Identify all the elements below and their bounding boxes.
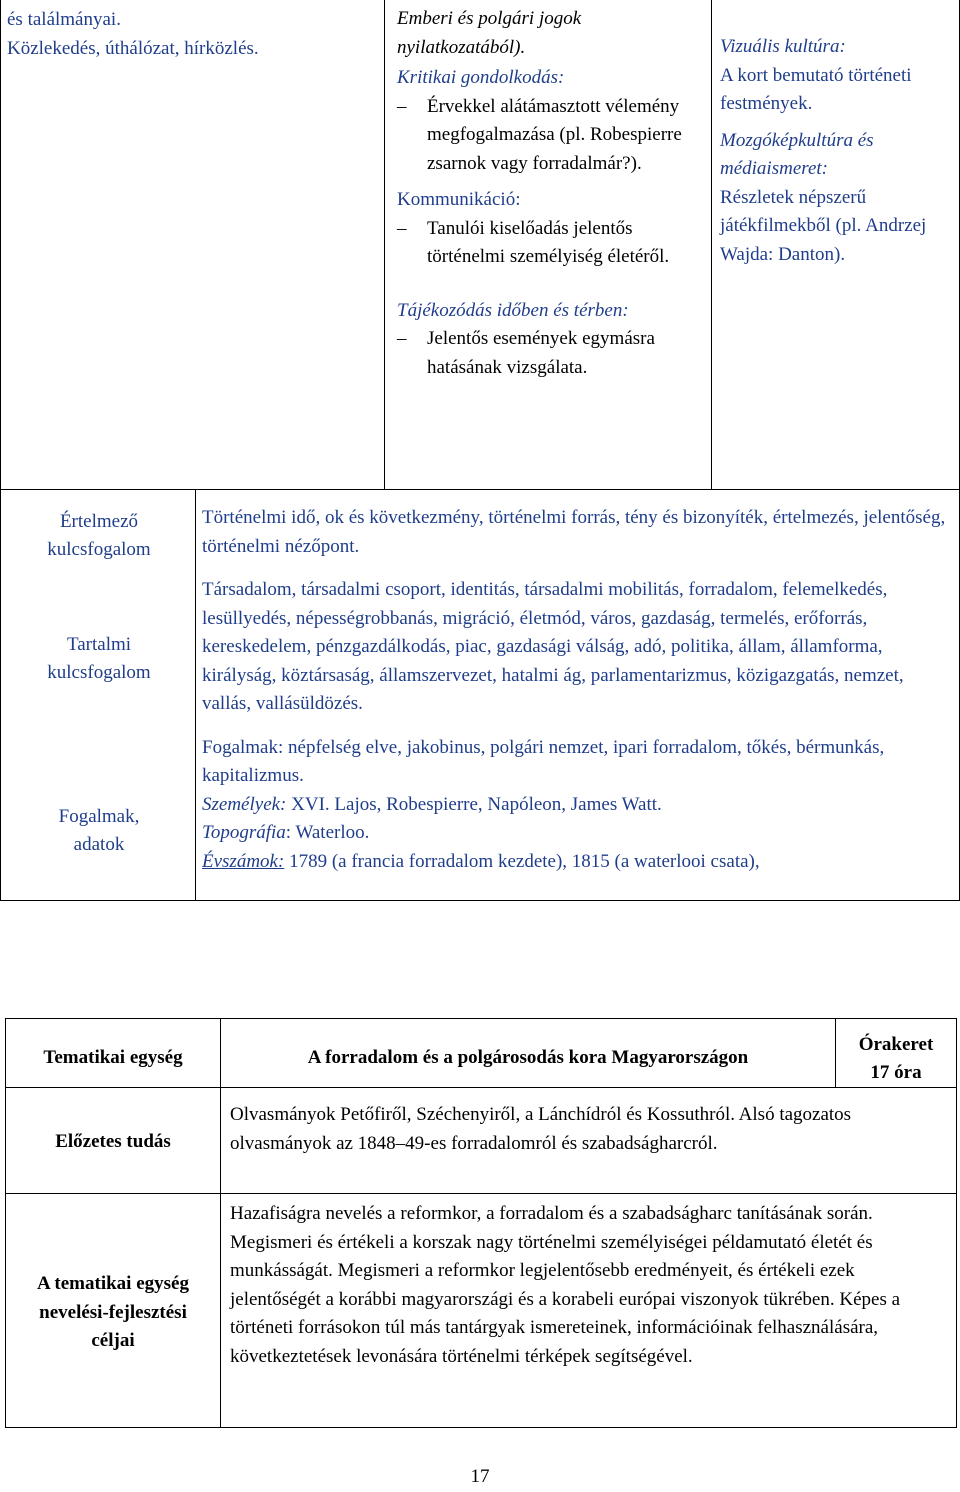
- celok-label-cell: [5, 1194, 221, 1428]
- celok-text-cell: [221, 1194, 957, 1428]
- evszamok-text: 1789 (a francia forradalom kezdete), 1815 (a waterlooi csata),: [284, 850, 760, 872]
- szemelyek-text: XVI. Lajos, Robespierre, Napóleon, James Watt.: [286, 793, 662, 815]
- mozgo-label: Mozgóképkultúra és médiaismeret:: [720, 129, 874, 179]
- top-col1: [0, 0, 385, 490]
- topografia-label: Topográfia: [202, 822, 286, 843]
- concepts-left-column: [0, 490, 196, 901]
- elozetes-label-cell: [5, 1088, 221, 1194]
- ertelmezo-label: [1, 508, 197, 564]
- unit-title-cell: [221, 1018, 836, 1088]
- top-col2: [385, 0, 712, 490]
- mozgo-text: Részletek népszerű játékfilmekből (pl. Andrzej Wajda: Danton).: [720, 186, 927, 265]
- topografia-text: : Waterloo.: [285, 822, 370, 843]
- orient-item: – Jelentős események egymásra hatásának vizsgálata.: [397, 325, 705, 382]
- unit-label: Tematikai egység: [43, 1047, 183, 1068]
- orakeret-cell: [836, 1018, 957, 1088]
- orakeret-label: Órakeret: [858, 1034, 934, 1055]
- orient-label: Tájékozódás időben és térben:: [397, 299, 629, 321]
- szemelyek-label: Személyek:: [202, 793, 287, 815]
- evszamok-line: [202, 848, 951, 877]
- fogalmak-text: Fogalmak: népfelség elve, jakobinus, polgári nemzet, ipari forradalom, tőkés, bérmunkás, kapitalizmus.: [202, 736, 885, 786]
- celok-label-line3: céljai: [91, 1330, 135, 1351]
- tartalmi-text: Társadalom, társadalmi csoport, identitás, társadalmi mobilitás, forradalom, felemelkedés, lesüllyedés, népességrobbanás, migráció, életmód, város, gazdaság, termelés, erőforrás, kereskedelem, pénzgazdálkodás, piac, gazdasági válság, adó, politika, állam, államforma, királyság, köztársaság, államszervezet, hatalmi ág, parlamentarizmus, közigazgatás, nemzet, vallás, vallásüldözés.: [202, 579, 904, 714]
- crit-label: Kritikai gondolkodás:: [397, 67, 565, 88]
- tartalmi-label-line1: Tartalmi: [66, 634, 132, 655]
- top-col3: [712, 0, 960, 490]
- elozetes-text: Olvasmányok Petőfiről, Széchenyiről, a Lánchídról és Kossuthról. Alsó tagozatos olvasmányok az 1848–49-es forradalomról és szabadságharcról.: [230, 1104, 852, 1154]
- fogalmak-label-line1: Fogalmak,: [58, 806, 140, 827]
- ertelmezo-label-line1: Értelmező: [59, 511, 139, 532]
- top-col2-line1: Emberi és polgári jogok: [397, 8, 582, 29]
- orakeret-value: 17 óra: [870, 1062, 922, 1083]
- top-col1-line1: és találmányai.: [7, 9, 121, 30]
- ertelmezo-label-line2: kulcsfogalom: [47, 539, 151, 560]
- page-number: 17: [470, 1466, 490, 1487]
- top-col1-line2: Közlekedés, úthálózat, hírközlés.: [7, 37, 259, 59]
- elozetes-text-cell: [221, 1088, 957, 1194]
- ertelmezo-text: Történelmi idő, ok és következmény, történelmi forrás, tény és bizonyíték, értelmezés, jelentőség, történelmi nézőpont.: [202, 507, 946, 557]
- fogalmak-label-line2: adatok: [73, 834, 125, 855]
- unit-label-cell: [5, 1018, 221, 1088]
- fogalmak-label: [1, 803, 197, 859]
- evszamok-label: Évszámok:: [202, 850, 285, 872]
- unit-title: A forradalom és a polgárosodás kora Magyarországon: [307, 1047, 749, 1068]
- tartalmi-label: [1, 631, 197, 687]
- celok-label-line1: A tematikai egység: [37, 1273, 189, 1294]
- top-col2-line2: nyilatkozatából).: [397, 36, 526, 58]
- celok-label-line2: nevelési-fejlesztési: [39, 1301, 187, 1323]
- comm-label: Kommunikáció:: [397, 189, 521, 210]
- crit-item: – Érvekkel alátámasztott vélemény megfogalmazása (pl. Robespierre zsarnok vagy forradalmár?).: [397, 93, 705, 179]
- celok-text: Hazafiságra nevelés a reformkor, a forradalom és a szabadságharc tanításának során. Megismeri és értékeli a korszak nagy történelmi személyiségei példamutató életét és munkásságát. Megismeri a reformkor legjelentősebb eredményeit, és értékeli ezek jelentőségét a korábbi magyarországi és a korabeli európai viszonyok tükrében. Képes a történeti forrásokon túl más tantárgyak ismereteinek, információinak felhasználására, következtetések levonására történelmi térképek segítségével.: [230, 1203, 901, 1367]
- concepts-right-column: [196, 490, 960, 901]
- tartalmi-label-line2: kulcsfogalom: [47, 662, 151, 683]
- elozetes-label: Előzetes tudás: [55, 1131, 171, 1152]
- vis-label: Vizuális kultúra:: [720, 36, 846, 57]
- topografia-line: [202, 819, 951, 848]
- comm-item: – Tanulói kiselőadás jelentős történelmi személyiség életéről.: [397, 215, 705, 272]
- szemelyek-line: [202, 791, 951, 820]
- vis-text: A kort bemutató történeti festmények.: [720, 64, 912, 114]
